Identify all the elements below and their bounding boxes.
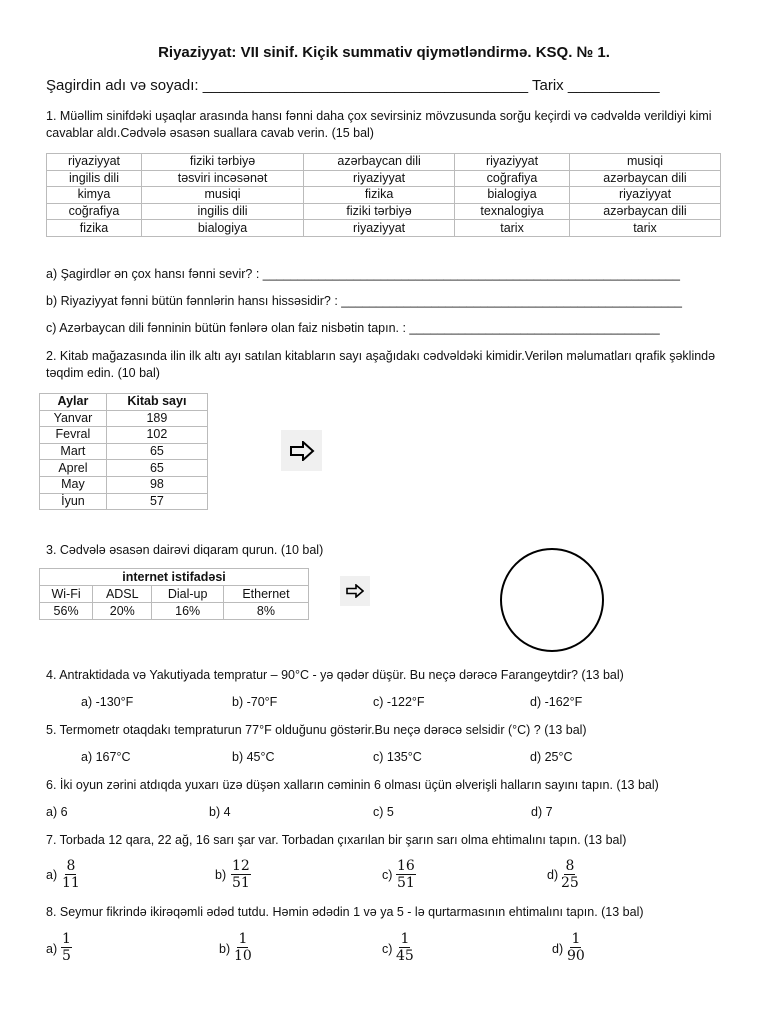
fraction-numerator: 12 (232, 858, 250, 874)
table-cell: kimya (47, 187, 142, 204)
table-row (47, 154, 721, 171)
table-cell: ingilis dili (141, 203, 303, 220)
option-a: a) 167°C (81, 750, 131, 764)
option-c-fraction (396, 932, 414, 963)
option-b-label: b) (219, 942, 231, 956)
option-c-fraction (396, 859, 416, 890)
table-cell: 102 (106, 427, 207, 444)
table-row (40, 427, 208, 444)
option-b-label: b) (215, 868, 227, 882)
option-b: b) 45°C (232, 750, 275, 764)
question-4-text: 4. Antraktidada və Yakutiyada tempratur – 90°C - yə qədər düşür. Bu neçə dərəcə Farangeytdir? (13 bal) (46, 668, 624, 682)
books-sold-table (39, 393, 208, 510)
table-cell: Ethernet (223, 586, 308, 603)
option-a-fraction (62, 859, 80, 890)
option-d-fraction (561, 859, 579, 890)
option-d: d) -162°F (530, 695, 583, 709)
table-cell: azərbaycan dili (304, 154, 455, 171)
fraction-denominator: 51 (397, 875, 415, 891)
fraction-denominator: 90 (567, 948, 585, 964)
fraction-denominator: 11 (62, 875, 80, 891)
fraction-numerator: 8 (66, 858, 76, 874)
column-header-book-count: Kitab sayı (106, 394, 207, 411)
fraction-denominator: 5 (62, 948, 71, 964)
table-cell: Wi-Fi (40, 586, 93, 603)
option-b: b) -70°F (232, 695, 278, 709)
subjects-survey-table (46, 153, 721, 237)
option-b: b) 4 (209, 805, 231, 819)
question-1-text: 1. Müəllim sinifdəki uşaqlar arasında hansı fənni daha çox sevirsiniz mövzusunda sorğu keçirdi və cədvəldə verildiyi kimi cavablar aldı.Cədvələ əsasən suallara cavab verin. (15 bal) (46, 109, 712, 140)
table-cell: İyun (40, 493, 107, 510)
question-1c: c) Azərbaycan dili fənninin bütün fənlərə olan faiz nisbətin tapın. : ____________________________________ (46, 321, 660, 335)
question-3-text: 3. Cədvələ əsasən dairəvi diqaram qurun. (10 bal) (46, 543, 324, 557)
table-cell: coğrafiya (455, 170, 570, 187)
option-c: c) 135°C (373, 750, 422, 764)
option-d-label: d) (552, 942, 564, 956)
table-cell: tarix (570, 220, 721, 237)
table-row (40, 460, 208, 477)
table-cell: riyaziyyat (304, 170, 455, 187)
table-cell: tarix (455, 220, 570, 237)
table-cell: 8% (223, 603, 308, 620)
table-cell: musiqi (141, 187, 303, 204)
option-a-fraction (61, 932, 72, 963)
option-a: a) 6 (46, 805, 68, 819)
table-header-row (40, 586, 309, 603)
table-cell: azərbaycan dili (570, 203, 721, 220)
table-cell: ingilis dili (47, 170, 142, 187)
fraction-numerator: 16 (397, 858, 415, 874)
table-cell: Dial-up (152, 586, 224, 603)
table-cell: 16% (152, 603, 224, 620)
option-d: d) 7 (531, 805, 553, 819)
table-cell: riyaziyyat (304, 220, 455, 237)
fraction-denominator: 45 (396, 948, 414, 964)
question-7-text: 7. Torbada 12 qara, 22 ağ, 16 sarı şar var. Torbadan çıxarılan bir şarın sarı olma ehtimalını tapın. (13 bal) (46, 833, 627, 847)
option-c-label: c) (382, 942, 393, 956)
table-cell: fizika (47, 220, 142, 237)
option-c: c) 5 (373, 805, 394, 819)
table-cell: Aprel (40, 460, 107, 477)
option-d-label: d) (547, 868, 559, 882)
question-6-text: 6. İki oyun zərini atdıqda yuxarı üzə düşən xalların cəminin 6 olması üçün əlverişli halların sayını tapın. (13 bal) (46, 778, 659, 792)
question-1a: a) Şagirdlər ən çox hansı fənni sevir? : ____________________________________________________________ (46, 267, 680, 281)
fraction-numerator: 1 (62, 931, 71, 947)
empty-circle-shape (498, 546, 606, 654)
option-b-fraction (234, 932, 252, 963)
option-c-label: c) (382, 868, 393, 882)
internet-usage-table (39, 568, 309, 620)
table-row (40, 443, 208, 460)
table-cell: riyaziyyat (570, 187, 721, 204)
table-caption: internet istifadəsi (40, 569, 309, 586)
option-b-fraction (231, 859, 251, 890)
table-cell: 189 (106, 410, 207, 427)
fraction-numerator: 8 (565, 858, 575, 874)
table-cell: Mart (40, 443, 107, 460)
table-cell: riyaziyyat (47, 154, 142, 171)
table-cell: 56% (40, 603, 93, 620)
table-cell: fiziki tərbiyə (141, 154, 303, 171)
table-cell: 98 (106, 476, 207, 493)
table-row (40, 410, 208, 427)
table-header-row (40, 394, 208, 411)
table-cell: 20% (93, 603, 152, 620)
table-row (47, 203, 721, 220)
table-cell: 57 (106, 493, 207, 510)
table-cell: bialogiya (455, 187, 570, 204)
table-cell: bialogiya (141, 220, 303, 237)
option-d-fraction (567, 932, 585, 963)
table-caption-row (40, 569, 309, 586)
question-2-text: 2. Kitab mağazasında ilin ilk altı ayı satılan kitabların sayı aşağıdakı cədvəldəki kimidir.Verilən məlumatları qrafik şəklində təqdim edin. (10 bal) (46, 349, 716, 380)
question-8-text: 8. Seymur fikrində ikirəqəmli ədəd tutdu. Həmin ədədin 1 və ya 5 - lə qurtarmasının ehtimalını tapın. (13 bal) (46, 905, 644, 919)
table-cell: 65 (106, 460, 207, 477)
table-cell: təsviri incəsənət (141, 170, 303, 187)
table-cell: azərbaycan dili (570, 170, 721, 187)
student-name-line: Şagirdin adı və soyadı: _______________________________________ Tarix ___________ (46, 77, 660, 94)
table-row (40, 493, 208, 510)
table-cell: musiqi (570, 154, 721, 171)
option-a-label: a) (46, 868, 58, 882)
table-cell: May (40, 476, 107, 493)
question-1b: b) Riyaziyyat fənni bütün fənnlərin hansı hissəsidir? : _________________________________________________ (46, 294, 682, 308)
fraction-denominator: 25 (561, 875, 579, 891)
fraction-numerator: 1 (238, 931, 248, 947)
table-row (40, 476, 208, 493)
option-d: d) 25°C (530, 750, 573, 764)
table-row (40, 603, 309, 620)
option-a: a) -130°F (81, 695, 134, 709)
table-cell: Fevral (40, 427, 107, 444)
column-header-months: Aylar (40, 394, 107, 411)
fraction-denominator: 51 (232, 875, 250, 891)
option-c: c) -122°F (373, 695, 425, 709)
page-title: Riyaziyyat: VII sinif. Kiçik summativ qiymətləndirmə. KSQ. № 1. (158, 44, 610, 61)
table-cell: 65 (106, 443, 207, 460)
arrow-right-icon (340, 576, 370, 606)
arrow-right-icon (281, 430, 322, 471)
option-a-label: a) (46, 942, 58, 956)
table-cell: texnalogiya (455, 203, 570, 220)
table-cell: fiziki tərbiyə (304, 203, 455, 220)
question-5-text: 5. Termometr otaqdakı tempraturun 77°F olduğunu göstərir.Bu neçə dərəcə selsidir (°C) ? (13 bal) (46, 723, 587, 737)
table-cell: riyaziyyat (455, 154, 570, 171)
fraction-numerator: 1 (400, 931, 410, 947)
table-row (47, 220, 721, 237)
table-cell: fizika (304, 187, 455, 204)
table-cell: Yanvar (40, 410, 107, 427)
fraction-numerator: 1 (571, 931, 581, 947)
table-row (47, 187, 721, 204)
table-cell: ADSL (93, 586, 152, 603)
table-row (47, 170, 721, 187)
fraction-denominator: 10 (234, 948, 252, 964)
table-cell: coğrafiya (47, 203, 142, 220)
